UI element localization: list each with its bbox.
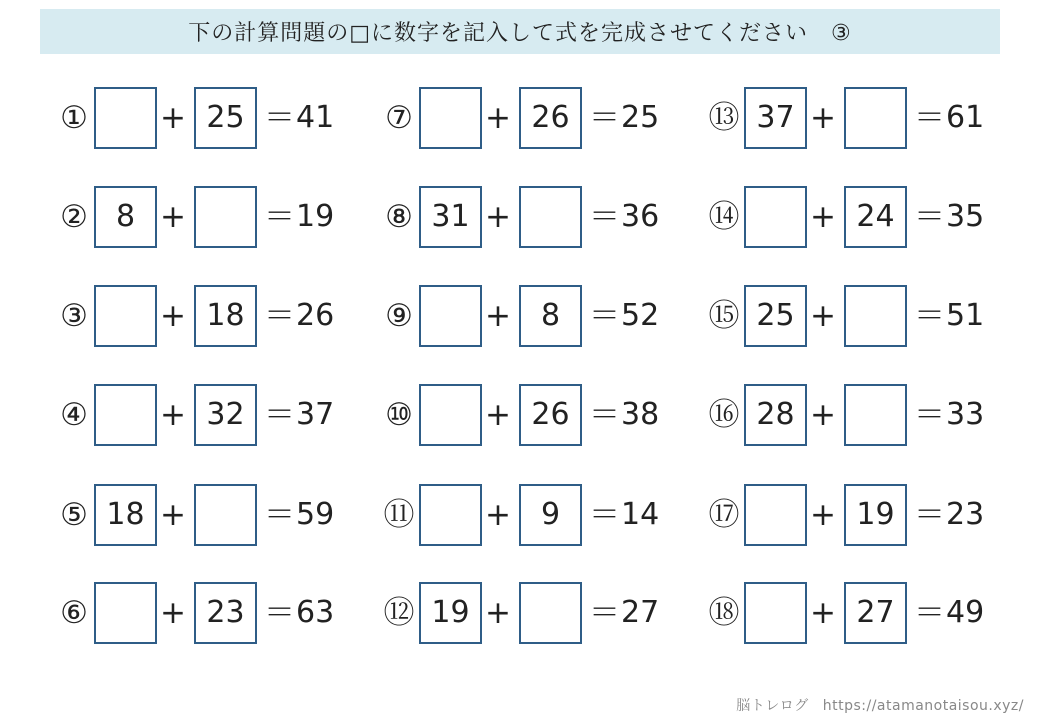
blank-box-right[interactable] [519,186,582,248]
equals-sign: ＝ [589,397,620,433]
problem-number: ⑤ [60,497,88,533]
problem-number: ⑭ [708,199,740,235]
given-box-left: 28 [744,384,807,446]
blank-box-left[interactable] [419,87,482,149]
equals-sign: ＝ [914,298,945,334]
answer-value: 38 [621,397,660,432]
problem-number: ⑯ [708,397,740,433]
problem-number: ⑥ [60,595,88,631]
problem-number: ⑱ [708,595,740,631]
problem-number: ① [60,100,88,136]
given-box-right: 24 [844,186,907,248]
problem-8 [379,186,679,248]
given-box-right: 9 [519,484,582,546]
plus-sign: + [485,595,511,631]
plus-sign: + [810,595,836,631]
problem-number: ② [60,199,88,235]
plus-sign: + [160,199,186,235]
given-box-right: 27 [844,582,907,644]
equals-sign: ＝ [589,497,620,533]
plus-sign: + [485,199,511,235]
blank-box-right[interactable] [194,186,257,248]
answer-value: 41 [296,100,335,135]
given-box-right: 19 [844,484,907,546]
problem-number: ⑰ [708,497,740,533]
given-box-left: 18 [94,484,157,546]
footer-brand: 脳トレログ [736,698,809,714]
answer-value: 14 [621,497,660,532]
problem-3 [54,285,354,347]
equals-sign: ＝ [589,199,620,235]
problem-16 [704,384,1004,446]
plus-sign: + [160,497,186,533]
blank-box-left[interactable] [94,582,157,644]
answer-value: 36 [621,199,660,234]
problem-number: ⑩ [385,397,413,433]
problem-7 [379,87,679,149]
plus-sign: + [160,397,186,433]
blank-box-left[interactable] [419,484,482,546]
blank-box-left[interactable] [419,285,482,347]
given-box-left: 31 [419,186,482,248]
problem-18 [704,582,1004,644]
answer-value: 52 [621,298,660,333]
equals-sign: ＝ [264,100,295,136]
plus-sign: + [810,199,836,235]
equals-sign: ＝ [914,397,945,433]
plus-sign: + [810,100,836,136]
problem-number: ③ [60,298,88,334]
equals-sign: ＝ [914,100,945,136]
problem-1 [54,87,354,149]
problem-number: ⑬ [708,100,740,136]
plus-sign: + [810,497,836,533]
given-box-right: 18 [194,285,257,347]
blank-box-right[interactable] [844,87,907,149]
answer-value: 23 [946,497,985,532]
given-box-right: 23 [194,582,257,644]
answer-value: 33 [946,397,985,432]
equals-sign: ＝ [589,298,620,334]
problem-10 [379,384,679,446]
given-box-left: 37 [744,87,807,149]
equals-sign: ＝ [264,397,295,433]
equals-sign: ＝ [914,595,945,631]
footer [736,695,1024,715]
given-box-right: 25 [194,87,257,149]
plus-sign: + [485,397,511,433]
problem-6 [54,582,354,644]
blank-box-left[interactable] [744,186,807,248]
equals-sign: ＝ [264,595,295,631]
given-box-left: 8 [94,186,157,248]
blank-box-left[interactable] [419,384,482,446]
equals-sign: ＝ [589,595,620,631]
plus-sign: + [485,298,511,334]
problem-9 [379,285,679,347]
equals-sign: ＝ [264,298,295,334]
problem-number: ⑮ [708,298,740,334]
problem-number: ⑨ [385,298,413,334]
footer-url: https://atamanotaisou.xyz/ [822,698,1024,714]
answer-value: 26 [296,298,335,333]
equals-sign: ＝ [914,497,945,533]
plus-sign: + [485,100,511,136]
problem-11 [379,484,679,546]
answer-value: 61 [946,100,985,135]
problem-14 [704,186,1004,248]
problem-5 [54,484,354,546]
blank-box-left[interactable] [94,87,157,149]
blank-box-left[interactable] [744,484,807,546]
problem-12 [379,582,679,644]
given-box-right: 26 [519,87,582,149]
answer-value: 35 [946,199,985,234]
problem-2 [54,186,354,248]
problem-number: ④ [60,397,88,433]
problem-number: ⑦ [385,100,413,136]
given-box-right: 8 [519,285,582,347]
answer-value: 49 [946,595,985,630]
blank-box-right[interactable] [844,384,907,446]
problem-15 [704,285,1004,347]
given-box-left: 25 [744,285,807,347]
equals-sign: ＝ [589,100,620,136]
blank-box-right[interactable] [194,484,257,546]
plus-sign: + [485,497,511,533]
problem-number: ⑪ [383,497,415,533]
plus-sign: + [810,298,836,334]
blank-box-right[interactable] [519,582,582,644]
answer-value: 25 [621,100,660,135]
problem-number: ⑫ [383,595,415,631]
given-box-right: 26 [519,384,582,446]
equals-sign: ＝ [914,199,945,235]
given-box-left: 19 [419,582,482,644]
plus-sign: + [810,397,836,433]
title-text: 下の計算問題の□に数字を記入して式を完成させてください ③ [188,21,852,46]
given-box-right: 32 [194,384,257,446]
equals-sign: ＝ [264,497,295,533]
problem-13 [704,87,1004,149]
equals-sign: ＝ [264,199,295,235]
problem-4 [54,384,354,446]
answer-value: 51 [946,298,985,333]
plus-sign: + [160,595,186,631]
blank-box-left[interactable] [94,384,157,446]
blank-box-right[interactable] [844,285,907,347]
answer-value: 19 [296,199,335,234]
answer-value: 59 [296,497,335,532]
plus-sign: + [160,100,186,136]
problem-17 [704,484,1004,546]
answer-value: 37 [296,397,335,432]
plus-sign: + [160,298,186,334]
answer-value: 63 [296,595,335,630]
blank-box-left[interactable] [94,285,157,347]
answer-value: 27 [621,595,660,630]
blank-box-left[interactable] [744,582,807,644]
problem-number: ⑧ [385,199,413,235]
